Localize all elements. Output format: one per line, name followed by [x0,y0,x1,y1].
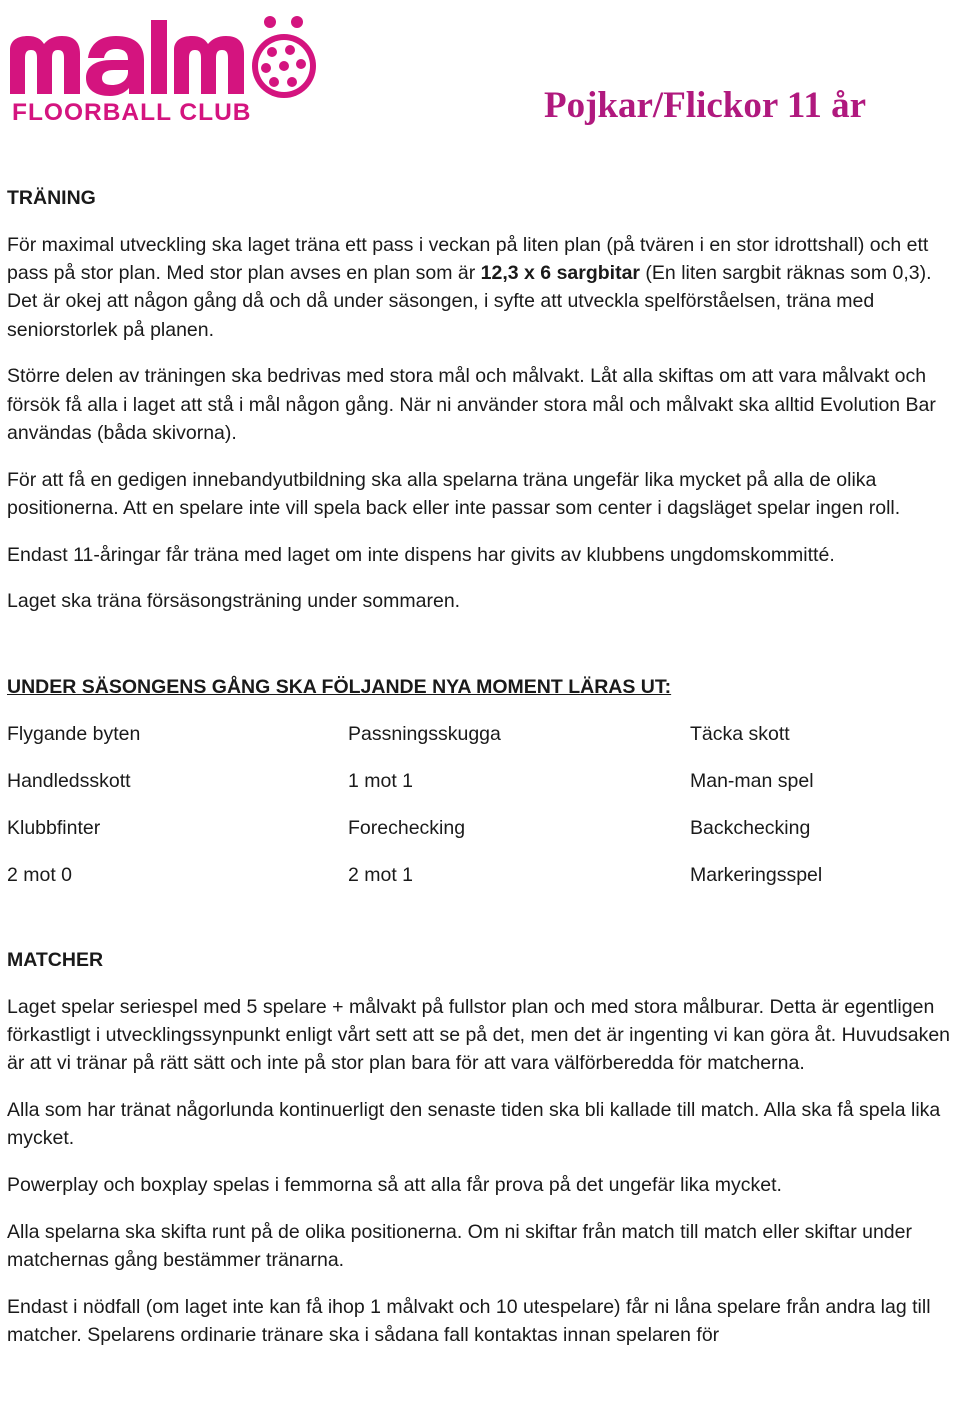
training-paragraph-1: För maximal utveckling ska laget träna ett pass i veckan på liten plan (på tvären i en stor idrottshall) och ett pass på stor plan. Med stor plan avses en plan som är 12,3 x 6 sargbitar (En liten sargbit räknas som 0,3). Det är okej att någon gång då och då under säsongen, i syfte att utveckla spelförståelsen, träna med seniorstorlek på planen. [7,234,932,341]
section-heading-matches: MATCHER [7,948,104,971]
moments-grid [7,720,959,889]
matches-paragraph-2: Alla som har tränat någorlunda kontinuerligt den senaste tiden ska bli kallade till match. Alla ska få spela lika mycket. [7,1098,941,1150]
training-paragraph-4: Endast 11-åringar får träna med laget om inte dispens har givits av klubbens ungdomskommitté. [7,543,835,566]
moment-item: Passningsskugga [348,722,501,745]
moment-item: 2 mot 0 [7,863,73,886]
matches-paragraph-5: Endast i nödfall (om laget inte kan få ihop 1 målvakt och 10 utespelare) får ni låna spelare från andra lag till matcher. Spelarens ordinarie tränare ska i sådana fall kontaktas innan spelaren för [7,1295,931,1346]
club-logo [8,6,320,124]
moment-item: Markeringsspel [690,863,823,886]
plan-size-bold: 12,3 x 6 sargbitar [480,262,641,285]
section-heading-moments: UNDER SÄSONGENS GÅNG SKA FÖLJANDE NYA MOMENT LÄRAS UT: [7,675,672,698]
moment-item: 2 mot 1 [348,863,414,886]
moment-item: Forechecking [348,816,466,839]
matches-paragraph-1: Laget spelar seriespel med 5 spelare + målvakt på fullstor plan och med stora målburar. Detta är egentligen förkastligt i utvecklingssynpunkt enligt vårt sett att se på det, men det är ingenting vi kan göra åt. Huvudsaken är att vi tränar på rätt sätt och inte på stor plan bara för att vara välförberedda för matcherna. [7,995,951,1075]
moment-item: 1 mot 1 [348,769,414,792]
moment-item: Handledsskott [7,769,131,792]
floorball-icon [252,16,316,98]
training-paragraph-5: Laget ska träna försäsongsträning under sommaren. [7,590,461,613]
matches-paragraph-4: Alla spelarna ska skifta runt på de olika positionerna. Om ni skiftar från match till match eller skiftar under matchernas gång bestämmer tränarna. [7,1220,912,1271]
section-heading-training: TRÄNING [7,187,96,209]
moment-item: Flygande byten [7,722,141,745]
logo-subtext: FLOORBALL CLUB [12,99,252,124]
moment-item: Backchecking [690,816,811,839]
matches-paragraph-3: Powerplay och boxplay spelas i femmorna så att alla får prova på det ungefär lika mycket. [7,1173,782,1196]
document-body [7,184,959,1349]
training-paragraph-2: Större delen av träningen ska bedrivas med stora mål och målvakt. Låt alla skiftas om att vara målvakt och försök få alla i laget att stå i mål någon gång. När ni använder stora mål och målvakt ska alltid Evolution Bar användas (båda skivorna). [7,365,936,444]
moment-item: Täcka skott [690,722,790,745]
moment-item: Klubbfinter [7,816,101,839]
page-title: Pojkar/Flickor 11 år [544,85,866,126]
moment-item: Man-man spel [690,769,814,792]
training-paragraph-3: För att få en gedigen innebandyutbildning ska alla spelarna träna ungefär lika mycket på alla de olika positionerna. Att en spelare inte vill spela back eller inte passar som center i dagsläget spelar ingen roll. [7,468,901,519]
